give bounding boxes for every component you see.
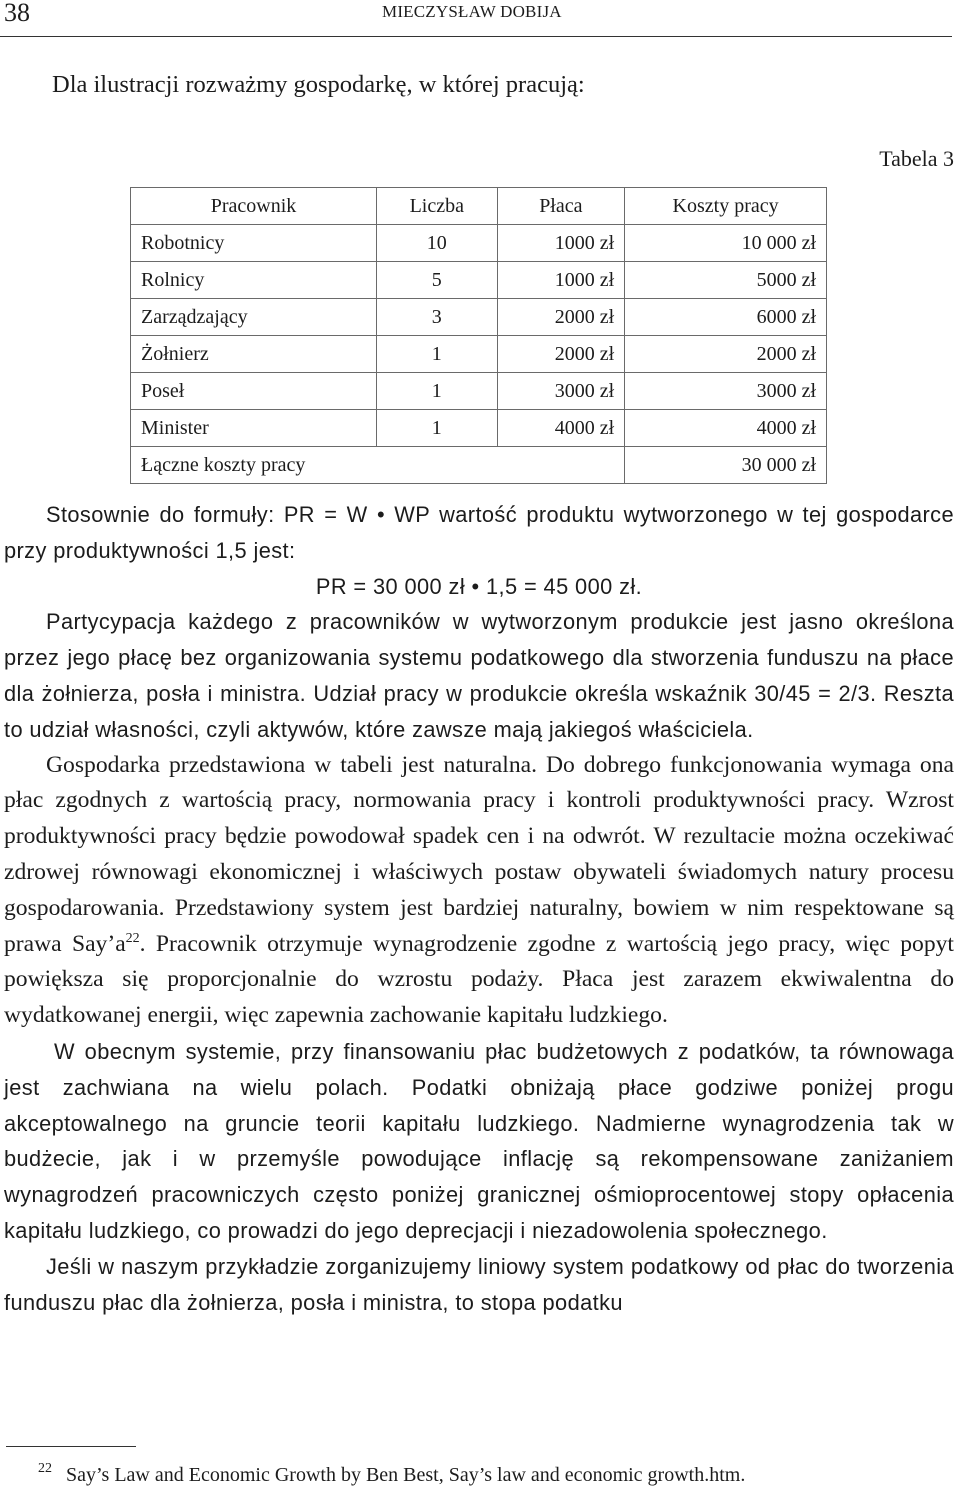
cell-cost: 3000 zł (625, 373, 827, 410)
table-label: Tabela 3 (879, 146, 954, 171)
total-value: 30 000 zł (625, 447, 827, 484)
cell-count: 1 (377, 373, 497, 410)
paragraph-participation: Partycypacja każdego z pracowników w wytworzonym produkcie jest jasno określona przez jego płacę bez organizowania systemu podatkowego dla stworzenia funduszu na płace dla żołnierza, posła i ministra. Udział pracy w produkcie określa wskaźnik 30/45 = 2/3. Reszta to udział własności, czyli aktywów, które zawsze mają jakiegoś właściciela. (4, 609, 954, 742)
header-cell: Pracownik (131, 188, 377, 225)
header-rule (0, 36, 952, 37)
paragraph-linear-tax: Jeśli w naszym przykładzie zorganizujemy liniowy system podatkowy od płac do tworzenia funduszu płac dla żołnierza, posła i ministra, to stopa podatku (4, 1253, 954, 1315)
table-header-row (131, 188, 827, 225)
cell-worker: Minister (131, 410, 377, 447)
running-head: MIECZYSŁAW DOBIJA (382, 2, 562, 21)
cell-cost: 2000 zł (625, 336, 827, 373)
table-total-row (131, 447, 827, 484)
table-row (131, 299, 827, 336)
formula: PR = 30 000 zł • 1,5 = 45 000 zł. (315, 573, 643, 599)
cell-count: 5 (377, 262, 497, 299)
cell-pay: 4000 zł (497, 410, 625, 447)
header-cell: Liczba (377, 188, 497, 225)
cell-cost: 4000 zł (625, 410, 827, 447)
cell-pay: 2000 zł (497, 299, 625, 336)
paragraph-text: . Pracownik otrzymuje wynagrodzenie zgodne z wartością jego pracy, więc popyt powiększa się proporcjonalnie do wzrostu podaży. Płaca jest zarazem ekwiwalentna do wydatkowanej energii, więc zapewnia zachowanie kapitału ludzkiego. (4, 930, 954, 1029)
cell-count: 1 (377, 336, 497, 373)
cell-count: 1 (377, 410, 497, 447)
cell-count: 10 (377, 225, 497, 262)
cell-pay: 1000 zł (497, 225, 625, 262)
cell-cost: 6000 zł (625, 299, 827, 336)
header-cell: Płaca (497, 188, 625, 225)
footnote (38, 1461, 745, 1487)
footnote-mark: 22 (38, 1461, 52, 1476)
formula-intro: Stosownie do formuły: PR = W • WP wartość produktu wytworzonego w tej gospodarce przy produktywności 1,5 jest: (4, 502, 954, 563)
total-label: Łączne koszty pracy (131, 447, 625, 484)
paragraph-natural-economy (4, 748, 954, 1034)
cell-cost: 5000 zł (625, 262, 827, 299)
cell-worker: Robotnicy (131, 225, 377, 262)
footnote-text: Say’s Law and Economic Growth by Ben Best, Say’s law and economic growth.htm. (66, 1464, 746, 1486)
labor-cost-table (130, 187, 827, 484)
table-row (131, 336, 827, 373)
cell-pay: 1000 zł (497, 262, 625, 299)
footnote-reference: 22 (125, 930, 140, 946)
cell-worker: Rolnicy (131, 262, 377, 299)
cell-worker: Zarządzający (131, 299, 377, 336)
paragraph-text: Gospodarka przedstawiona w tabeli jest naturalna. Do dobrego funkcjonowania wymaga ona płac zgodnych z wartością pracy, normowania pracy i kontroli produktywności pracy. Wzrost produktywności pracy będzie powodował spadek cen i na odwrót. W rezultacie można oczekiwać zdrowej równowagi ekonomicznej i właściwych postaw obywateli świadomych natury procesu gospodarowania. Przedstawiony system jest bardziej naturalny, bowiem w nim respektowane są prawa Say’a (4, 751, 954, 957)
paragraph-current-system: W obecnym systemie, przy finansowaniu płac budżetowych z podatków, ta równowaga jest zachwiana na wielu polach. Podatki obniżają płace godziwe poniżej progu akceptowalnego na gruncie teorii kapitału ludzkiego. Nadmierne wynagrodzenia tak w budżecie, jak i w przemyśle powodujące inflację są rekompensowane zaniżaniem wynagrodzeń pracowniczych często poniżej granicznej ośmioprocentowej stopy opłacenia kapitału ludzkiego, co prowadzi do jego deprecjacji i niezadowolenia społecznego. (4, 1038, 954, 1243)
cell-count: 3 (377, 299, 497, 336)
footnote-rule (6, 1446, 136, 1447)
table-row (131, 373, 827, 410)
page-number: 38 (4, 0, 30, 27)
table-row (131, 262, 827, 299)
cell-pay: 3000 zł (497, 373, 625, 410)
intro-sentence: Dla ilustracji rozważmy gospodarkę, w której pracują: (52, 71, 585, 98)
cell-cost: 10 000 zł (625, 225, 827, 262)
cell-worker: Żołnierz (131, 336, 377, 373)
table-row (131, 410, 827, 447)
table-row (131, 225, 827, 262)
body-text (4, 497, 954, 1320)
cell-pay: 2000 zł (497, 336, 625, 373)
header-cell: Koszty pracy (625, 188, 827, 225)
cell-worker: Poseł (131, 373, 377, 410)
